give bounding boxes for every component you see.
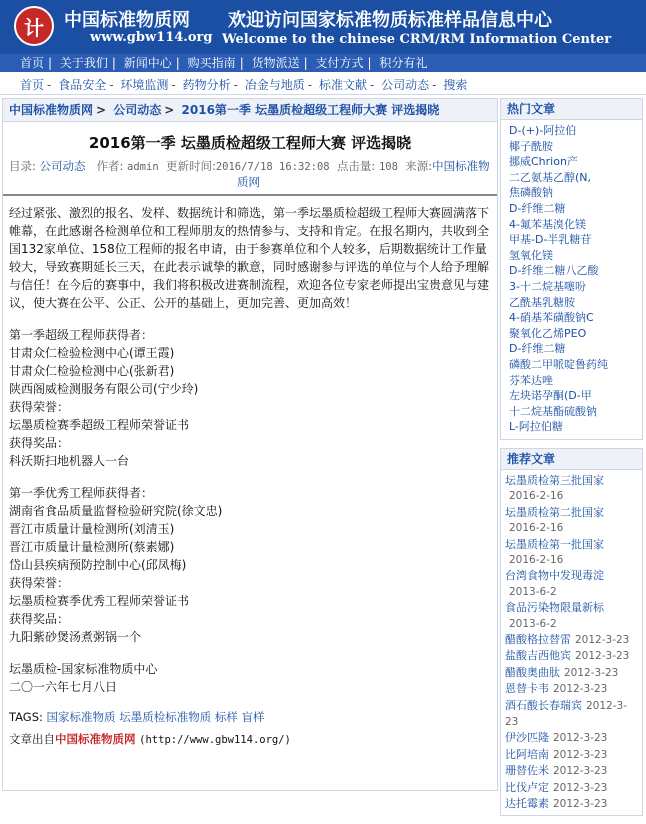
recommended-date: 2012-3-23 <box>553 683 608 696</box>
recommended-date: 2013-6-2 <box>509 617 557 630</box>
recommended-item <box>505 632 638 648</box>
nav-buy-guide[interactable]: 购买指南 <box>187 56 236 70</box>
hot-article-link[interactable]: 磷酸二甲哌啶鲁药纯 <box>509 357 608 371</box>
meta-dir-label: 目录: <box>9 159 36 173</box>
recommended-date: 2012-3-23 <box>553 781 608 794</box>
recommended-item <box>505 747 638 763</box>
recommended-item <box>505 473 638 505</box>
article-body <box>3 196 497 749</box>
recommended-link[interactable]: 坛墨质检第三批国家 <box>505 473 604 487</box>
recommended-link[interactable]: 达托霉素 <box>505 797 549 810</box>
subnav-food-safety[interactable]: 食品安全 <box>58 78 107 92</box>
hot-article-link[interactable]: 焦磷酸钠 <box>509 186 553 200</box>
recommended-link[interactable]: 台湾食物中发现毒淀 <box>505 569 604 583</box>
sidebar <box>500 98 643 824</box>
group2-line: 晋江市质量计量检测所(蔡素娜) <box>9 540 175 554</box>
tags-row <box>9 708 491 726</box>
source-line <box>9 730 491 749</box>
recommended-date: 2012-3-23 <box>575 650 630 663</box>
group1-line: 第一季超级工程师获得者： <box>9 328 154 342</box>
recommended-item <box>505 568 638 600</box>
recommended-item <box>505 698 638 731</box>
meta-time: 2016/7/18 16:32:08 <box>215 161 330 173</box>
recommended-date: 2012-3-23 <box>553 748 608 761</box>
hot-article-link[interactable]: 椰子酰胺 <box>509 139 553 153</box>
hot-article-link[interactable]: D-(+)-阿拉伯 <box>509 124 577 137</box>
meta-source-link[interactable]: 中国标准物 <box>432 159 490 173</box>
site-header <box>0 0 646 54</box>
recommended-item <box>505 648 638 664</box>
breadcrumb-home[interactable]: 中国标准物质网 <box>9 103 94 117</box>
hot-article-link[interactable]: 4-氟苯基溴化镁 <box>509 217 586 231</box>
recommended-item <box>505 600 638 632</box>
subnav-metallurgy[interactable]: 冶金与地质 <box>244 78 305 92</box>
group1-line: 科沃斯扫地机器人一台 <box>9 454 130 468</box>
recommended-list <box>501 470 642 816</box>
meta-source-label: 来源: <box>405 159 433 173</box>
recommended-item <box>505 665 638 681</box>
brand-name[interactable]: 中国标准物质网 <box>64 10 190 31</box>
recommended-link[interactable]: 恩替卡韦 <box>505 682 549 696</box>
site-url[interactable]: www.gbw114.org <box>90 30 213 45</box>
hot-article-link[interactable]: D-纤维二糖八乙酸 <box>509 264 599 278</box>
hot-article-link[interactable]: L-阿拉伯糖 <box>509 420 563 434</box>
recommended-item <box>505 780 638 796</box>
nav-home[interactable]: 首页 <box>20 56 45 70</box>
group1-line: 甘肃众仁检验检测中心(张新君) <box>9 364 175 378</box>
recommended-date: 2012-3-23 <box>553 732 608 745</box>
recommended-title: 推荐文章 <box>501 449 642 470</box>
logo-glyph: 计 <box>24 15 44 40</box>
tags-label: TAGS: <box>9 710 43 724</box>
recommended-link[interactable]: 珊替佐米 <box>505 764 549 778</box>
recommended-link[interactable]: 伊沙匹隆 <box>505 731 549 745</box>
hot-article-link[interactable]: 甲基-D-半乳糖苷 <box>509 233 592 247</box>
group2-line: 第一季优秀工程师获得者： <box>9 486 154 500</box>
article-intro: 经过紧张、激烈的报名、发样、数据统计和筛选，第一季坛墨质检超级工程师大赛圆满落下帷幕，在此感谢各检测单位和工程师朋友的热情参与、支持和肯定。在报名期内，共收到全国132家单位、158位工程师的报名申请，由于参赛单位和个人较多，后期数据统计工作量较大，导致赛期延长三天，在此表示诚挚的歉意，同时感谢参与评选的单位与个人给予理解与信任！在今后的赛事中，我们将积极改进赛制流程，欢迎各位专家老师提出宝贵意见与建议，使大赛在公平、公正、公开的基础上，更加完善、更加高效！ <box>9 206 490 310</box>
recommended-item <box>505 681 638 697</box>
meta-hits-label: 点击量: <box>336 159 376 173</box>
group1-line: 甘肃众仁检验检测中心(谭王霞) <box>9 346 175 360</box>
nav-about[interactable]: 关于我们 <box>59 56 108 70</box>
recommended-link[interactable]: 醋酸格拉替雷 <box>505 632 571 646</box>
tag-link[interactable]: 标样 <box>214 710 238 724</box>
group2-line: 坛墨质检赛季优秀工程师荣誉证书 <box>9 594 190 608</box>
recommended-date: 2012-3-23 <box>575 633 630 646</box>
group2-line: 获得荣誉： <box>9 576 70 590</box>
site-logo[interactable] <box>14 6 54 46</box>
tag-link[interactable]: 国家标准物质 <box>46 710 116 724</box>
recommended-item <box>505 505 638 537</box>
welcome-text-en: Welcome to the chinese CRM/RM Information Center <box>222 32 612 47</box>
hot-article-link[interactable]: 3-十二烷基噻吩 <box>509 279 586 293</box>
group1-line: 获得奖品： <box>9 436 70 450</box>
source-site-link[interactable]: 中国标准物质网 <box>55 732 136 746</box>
group1-line: 获得荣誉： <box>9 400 70 414</box>
group2-line: 岱山县疾病预防控制中心(邱凤梅) <box>9 558 187 572</box>
recommended-date: 2016-2-16 <box>509 522 564 535</box>
recommended-link[interactable]: 比伐卢定 <box>505 780 549 794</box>
subnav-standards[interactable]: 标准文献 <box>318 78 367 92</box>
source-prefix: 文章出自 <box>9 732 55 746</box>
recommended-link[interactable]: 盐酸吉西他宾 <box>505 649 571 663</box>
hot-articles-title: 热门文章 <box>501 99 642 120</box>
recommended-date: 2012-3-23 <box>553 765 608 778</box>
recommended-date: 2012-3-23 <box>505 699 627 728</box>
recommended-link[interactable]: 醋酸奥曲肽 <box>505 665 560 679</box>
meta-time-label: 更新时间: <box>165 159 216 173</box>
recommended-date: 2016-2-16 <box>509 553 564 566</box>
recommended-item <box>505 796 638 812</box>
article-panel <box>2 98 498 791</box>
recommended-date: 2016-2-16 <box>509 490 564 503</box>
hot-article-link[interactable]: D-纤维二糖 <box>509 342 566 356</box>
breadcrumb: 中国标准物质网 > 公司动态 > 2016第一季 坛墨质检超级工程师大赛 评选揭晓 <box>3 99 497 122</box>
nav-payment[interactable]: 支付方式 <box>315 56 364 70</box>
hot-article-link[interactable]: 聚氧化乙烯PEO <box>509 326 587 340</box>
group2-line: 获得奖品： <box>9 612 70 626</box>
recommended-date: 2012-3-23 <box>553 798 608 810</box>
recommended-link[interactable]: 食品污染物限量新标 <box>505 601 604 615</box>
hot-article-link[interactable]: 4-硝基苯磺酸钠C <box>509 311 594 325</box>
recommended-item <box>505 730 638 746</box>
hot-article-link[interactable]: 左块诺孕酮(D-甲 <box>509 389 592 403</box>
recommended-link[interactable]: 坛墨质检第二批国家 <box>505 505 604 519</box>
recommended-link[interactable]: 酒石酸长春瑞宾 <box>505 698 582 712</box>
breadcrumb-current[interactable]: 2016第一季 坛墨质检超级工程师大赛 评选揭晓 <box>181 103 440 117</box>
tag-link[interactable]: 盲样 <box>241 710 265 724</box>
hot-articles-list <box>501 120 642 439</box>
meta-author: admin <box>127 161 159 173</box>
recommended-date: 2013-6-2 <box>509 585 557 598</box>
recommended-date: 2012-3-23 <box>564 666 619 679</box>
meta-hits: 108 <box>378 161 398 173</box>
hot-article-link[interactable]: 乙酰基乳糖胺 <box>509 295 575 309</box>
subnav-environment[interactable]: 环境监测 <box>120 78 169 92</box>
group1-line: 坛墨质检赛季超级工程师荣誉证书 <box>9 418 190 432</box>
meta-author-label: 作者: <box>96 159 124 173</box>
hot-article-link[interactable]: 二乙氨基乙醇(N, <box>509 170 592 184</box>
recommended-item <box>505 537 638 569</box>
group2-line: 九阳紫砂煲汤煮粥锅一个 <box>9 630 142 644</box>
subnav-drug-analysis[interactable]: 药物分析 <box>182 78 231 92</box>
meta-source-link-cont[interactable]: 质网 <box>237 175 260 189</box>
hot-article-link[interactable]: 芬苯达唑 <box>509 373 553 387</box>
breadcrumb-category[interactable]: 公司动态 <box>113 103 162 117</box>
hot-article-link[interactable]: 挪威Chrion产 <box>509 155 578 169</box>
hot-article-link[interactable]: 氢氧化镁 <box>509 248 553 262</box>
tag-link[interactable]: 坛墨质检标准物质 <box>119 710 212 724</box>
group2-line: 湖南省食品质量监督检验研究院(徐文忠) <box>9 504 223 518</box>
recommended-link[interactable]: 比阿培南 <box>505 747 549 761</box>
hot-article-link[interactable]: 十二烷基酯硫酸钠 <box>509 404 597 418</box>
secondary-nav: 首页 - 食品安全 - 环境监测 - 药物分析 - 冶金与地质 - 标准文献 - 公司动态 - 搜索 <box>0 76 646 95</box>
signature-date: 二〇一六年七月八日 <box>9 680 118 694</box>
subnav-search[interactable]: 搜索 <box>443 78 468 92</box>
recommended-item <box>505 763 638 779</box>
subnav-home[interactable]: 首页 <box>20 78 45 92</box>
source-url[interactable]: (http://www.gbw114.org/) <box>139 734 291 746</box>
meta-dir-link[interactable]: 公司动态 <box>39 159 86 173</box>
signature-org: 坛墨质检-国家标准物质中心 <box>9 662 158 676</box>
article-title: 2016第一季 坛墨质检超级工程师大赛 评选揭晓 <box>88 134 412 152</box>
hot-article-link[interactable]: D-纤维二糖 <box>509 201 566 215</box>
nav-delivery[interactable]: 货物派送 <box>251 56 300 70</box>
article-meta <box>3 159 497 196</box>
recommended-box <box>500 448 643 816</box>
welcome-text-cn: 欢迎访问国家标准物质标准样品信息中心 <box>228 10 552 31</box>
hot-articles-box <box>500 98 643 440</box>
group2-line: 晋江市质量计量检测所(刘清玉) <box>9 522 175 536</box>
nav-news[interactable]: 新闻中心 <box>123 56 172 70</box>
nav-points[interactable]: 积分有礼 <box>379 56 428 70</box>
recommended-link[interactable]: 坛墨质检第一批国家 <box>505 537 604 551</box>
primary-nav: 首页 | 关于我们 | 新闻中心 | 购买指南 | 货物派送 | 支付方式 | 积分有礼 <box>0 54 646 72</box>
group1-line: 陕西阁威检测服务有限公司(宁少玲) <box>9 382 199 396</box>
subnav-company-news[interactable]: 公司动态 <box>381 78 430 92</box>
